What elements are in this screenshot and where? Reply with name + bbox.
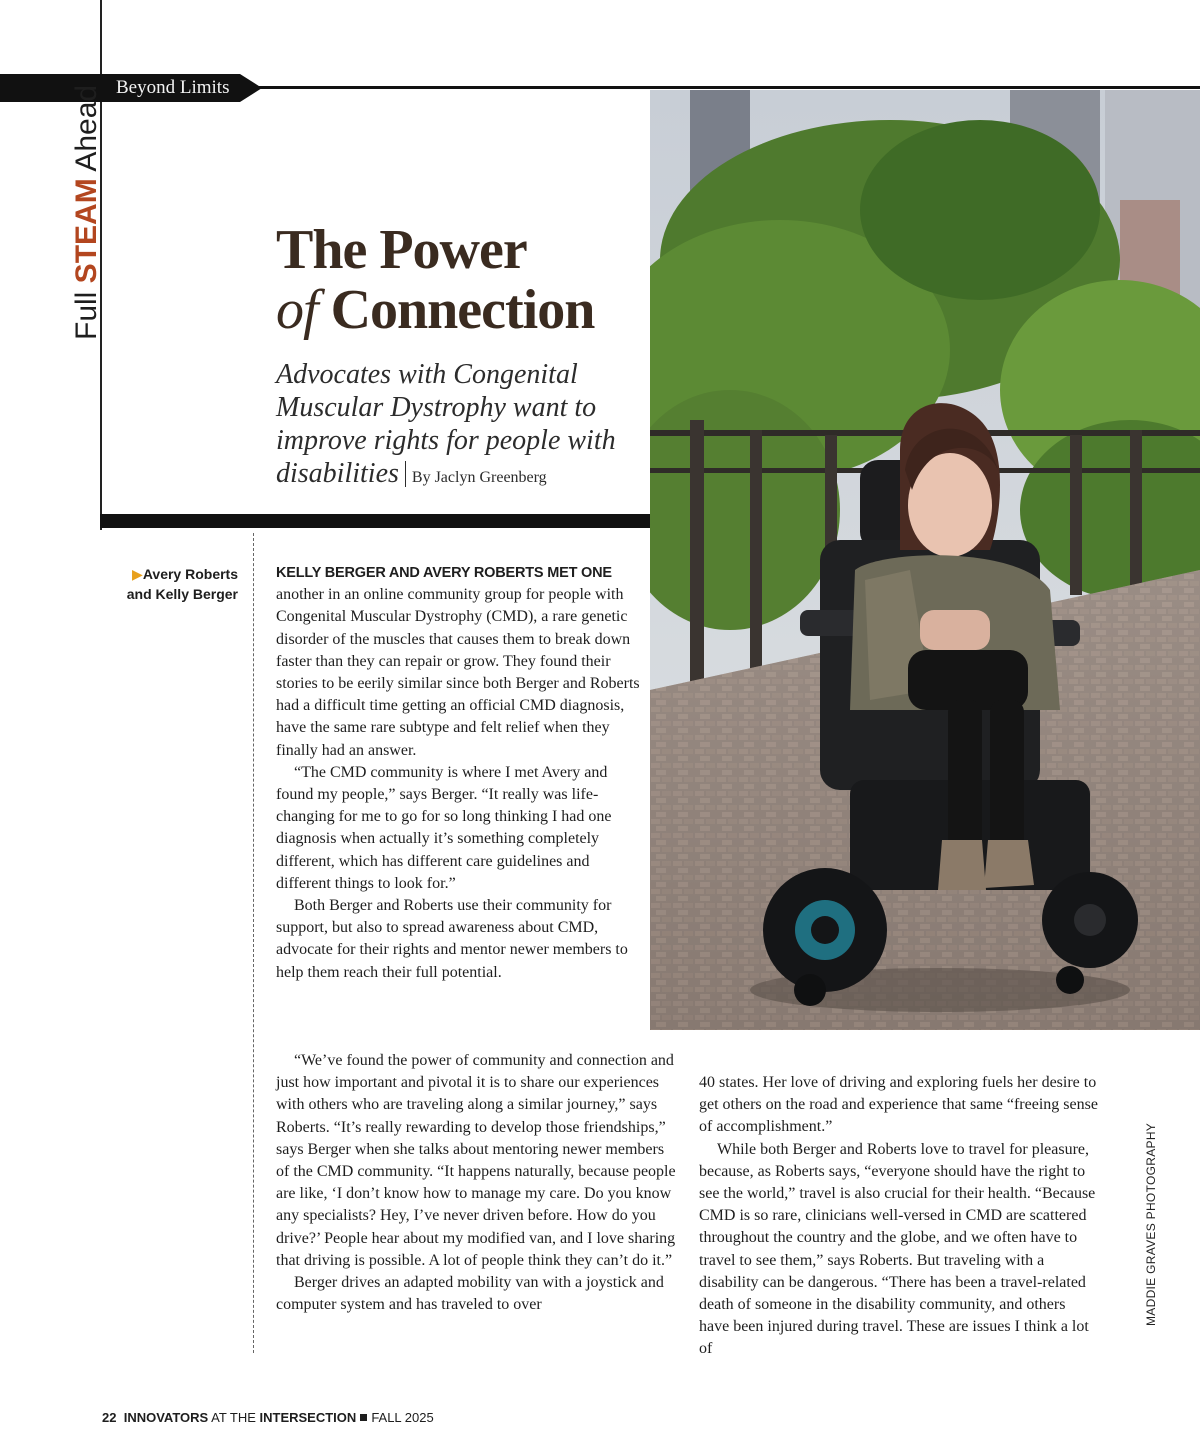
column-dotted-rule — [253, 533, 254, 1353]
dek-text: Advocates with Congenital Muscular Dystrophy want to improve rights for people with disabilities — [276, 359, 616, 489]
page-footer — [102, 1410, 434, 1425]
paragraph-5: Berger drives an adapted mobility van with a joystick and computer system and has traveled to over — [276, 1274, 664, 1314]
body-column-1 — [276, 562, 646, 984]
publication-name-part-3: INTERSECTION — [259, 1410, 357, 1425]
byline-separator — [405, 461, 406, 487]
paragraph-3: Both Berger and Roberts use their community for support, but also to spread awareness about CMD, advocate for their rights and mentor newer members to help them reach their full potential. — [276, 897, 628, 981]
series-label-suffix: Ahead — [70, 84, 103, 179]
article-title — [276, 220, 594, 340]
body-column-2 — [699, 1072, 1099, 1361]
photo-caption — [120, 564, 238, 604]
caption-text: Avery Roberts and Kelly Berger — [126, 566, 238, 602]
title-of: of — [276, 279, 318, 341]
paragraph-1-text: another in an online community group for people with Congenital Muscular Dystrophy (CMD), a rare genetic disorder of the muscles that causes them to break down faster than they can repair or grow. They found their stories to be eerily similar since both Berger and Roberts had a difficult time getting an official CMD diagnosis, have the same rare subtype and felt relief when they finally had an answer. — [276, 586, 640, 759]
paragraph-1 — [276, 562, 646, 762]
section-tab — [0, 74, 240, 102]
paragraph-2: “The CMD community is where I met Avery and found my people,” says Berger. “It really was life-changing for me to go for so long thinking I had one diagnosis when actually it’s something completely different, which has different care guidelines and different things to look for.” — [276, 763, 612, 892]
series-label-prefix: Full — [70, 283, 103, 340]
caption-arrow-icon: ▶ — [132, 566, 143, 582]
page-number: 22 — [102, 1410, 117, 1425]
byline: By Jaclyn Greenberg — [411, 469, 547, 486]
publication-name-part-1: INNOVATORS — [123, 1410, 209, 1425]
section-label: Beyond Limits — [116, 77, 230, 98]
paragraph-6: 40 states. Her love of driving and exploring fuels her desire to get others on the road and experience that same “freeing sense of accomplishment.” — [699, 1074, 1098, 1136]
title-divider-bar — [100, 514, 650, 528]
footer-square-icon — [360, 1414, 367, 1421]
article-dek — [276, 358, 646, 494]
lead-in: KELLY BERGER AND AVERY ROBERTS MET ONE — [276, 565, 612, 581]
title-line-1: The Power — [276, 219, 527, 281]
header-rule — [240, 86, 1200, 89]
feature-photo-illustration — [650, 90, 1200, 1030]
photo-credit: MADDIE GRAVES PHOTOGRAPHY — [1144, 1122, 1158, 1326]
series-label — [70, 85, 104, 340]
issue-date: FALL 2025 — [371, 1410, 434, 1425]
title-line-2: Connection — [317, 279, 595, 341]
series-label-emphasis: STEAM — [70, 178, 103, 284]
paragraph-7: While both Berger and Roberts love to travel for pleasure, because, as Roberts says, “everyone should have the right to see the world,” travel is also crucial for their health. “Because CMD is so rare, clinicians well-versed in CMD are scattered throughout the country and the globe, and we often have to travel to see them,” says Roberts. But traveling with a disability can be dangerous. “There has been a travel-related death of someone in the disability community, and others have been injured during travel. These are issues I think a lot of — [699, 1140, 1096, 1358]
publication-name-part-2: AT THE — [208, 1410, 260, 1425]
paragraph-4: “We’ve found the power of community and connection and just how important and pivotal it is to share our experiences with others who are traveling along a similar journey,” says Roberts. “It’s really rewarding to develop those friendships,” says Berger when she talks about mentoring newer members of the CMD community. “It happens naturally, because people are like, ‘I don’t know how to manage my care. Do you know any specialists? Hey, I’ve never driven before. How do you drive?’ People hear about my modified van, and I love sharing that driving is possible. A lot of people think they can’t do it.” — [276, 1052, 676, 1269]
feature-photo — [650, 90, 1200, 1030]
body-column-1-lower — [276, 1050, 676, 1316]
